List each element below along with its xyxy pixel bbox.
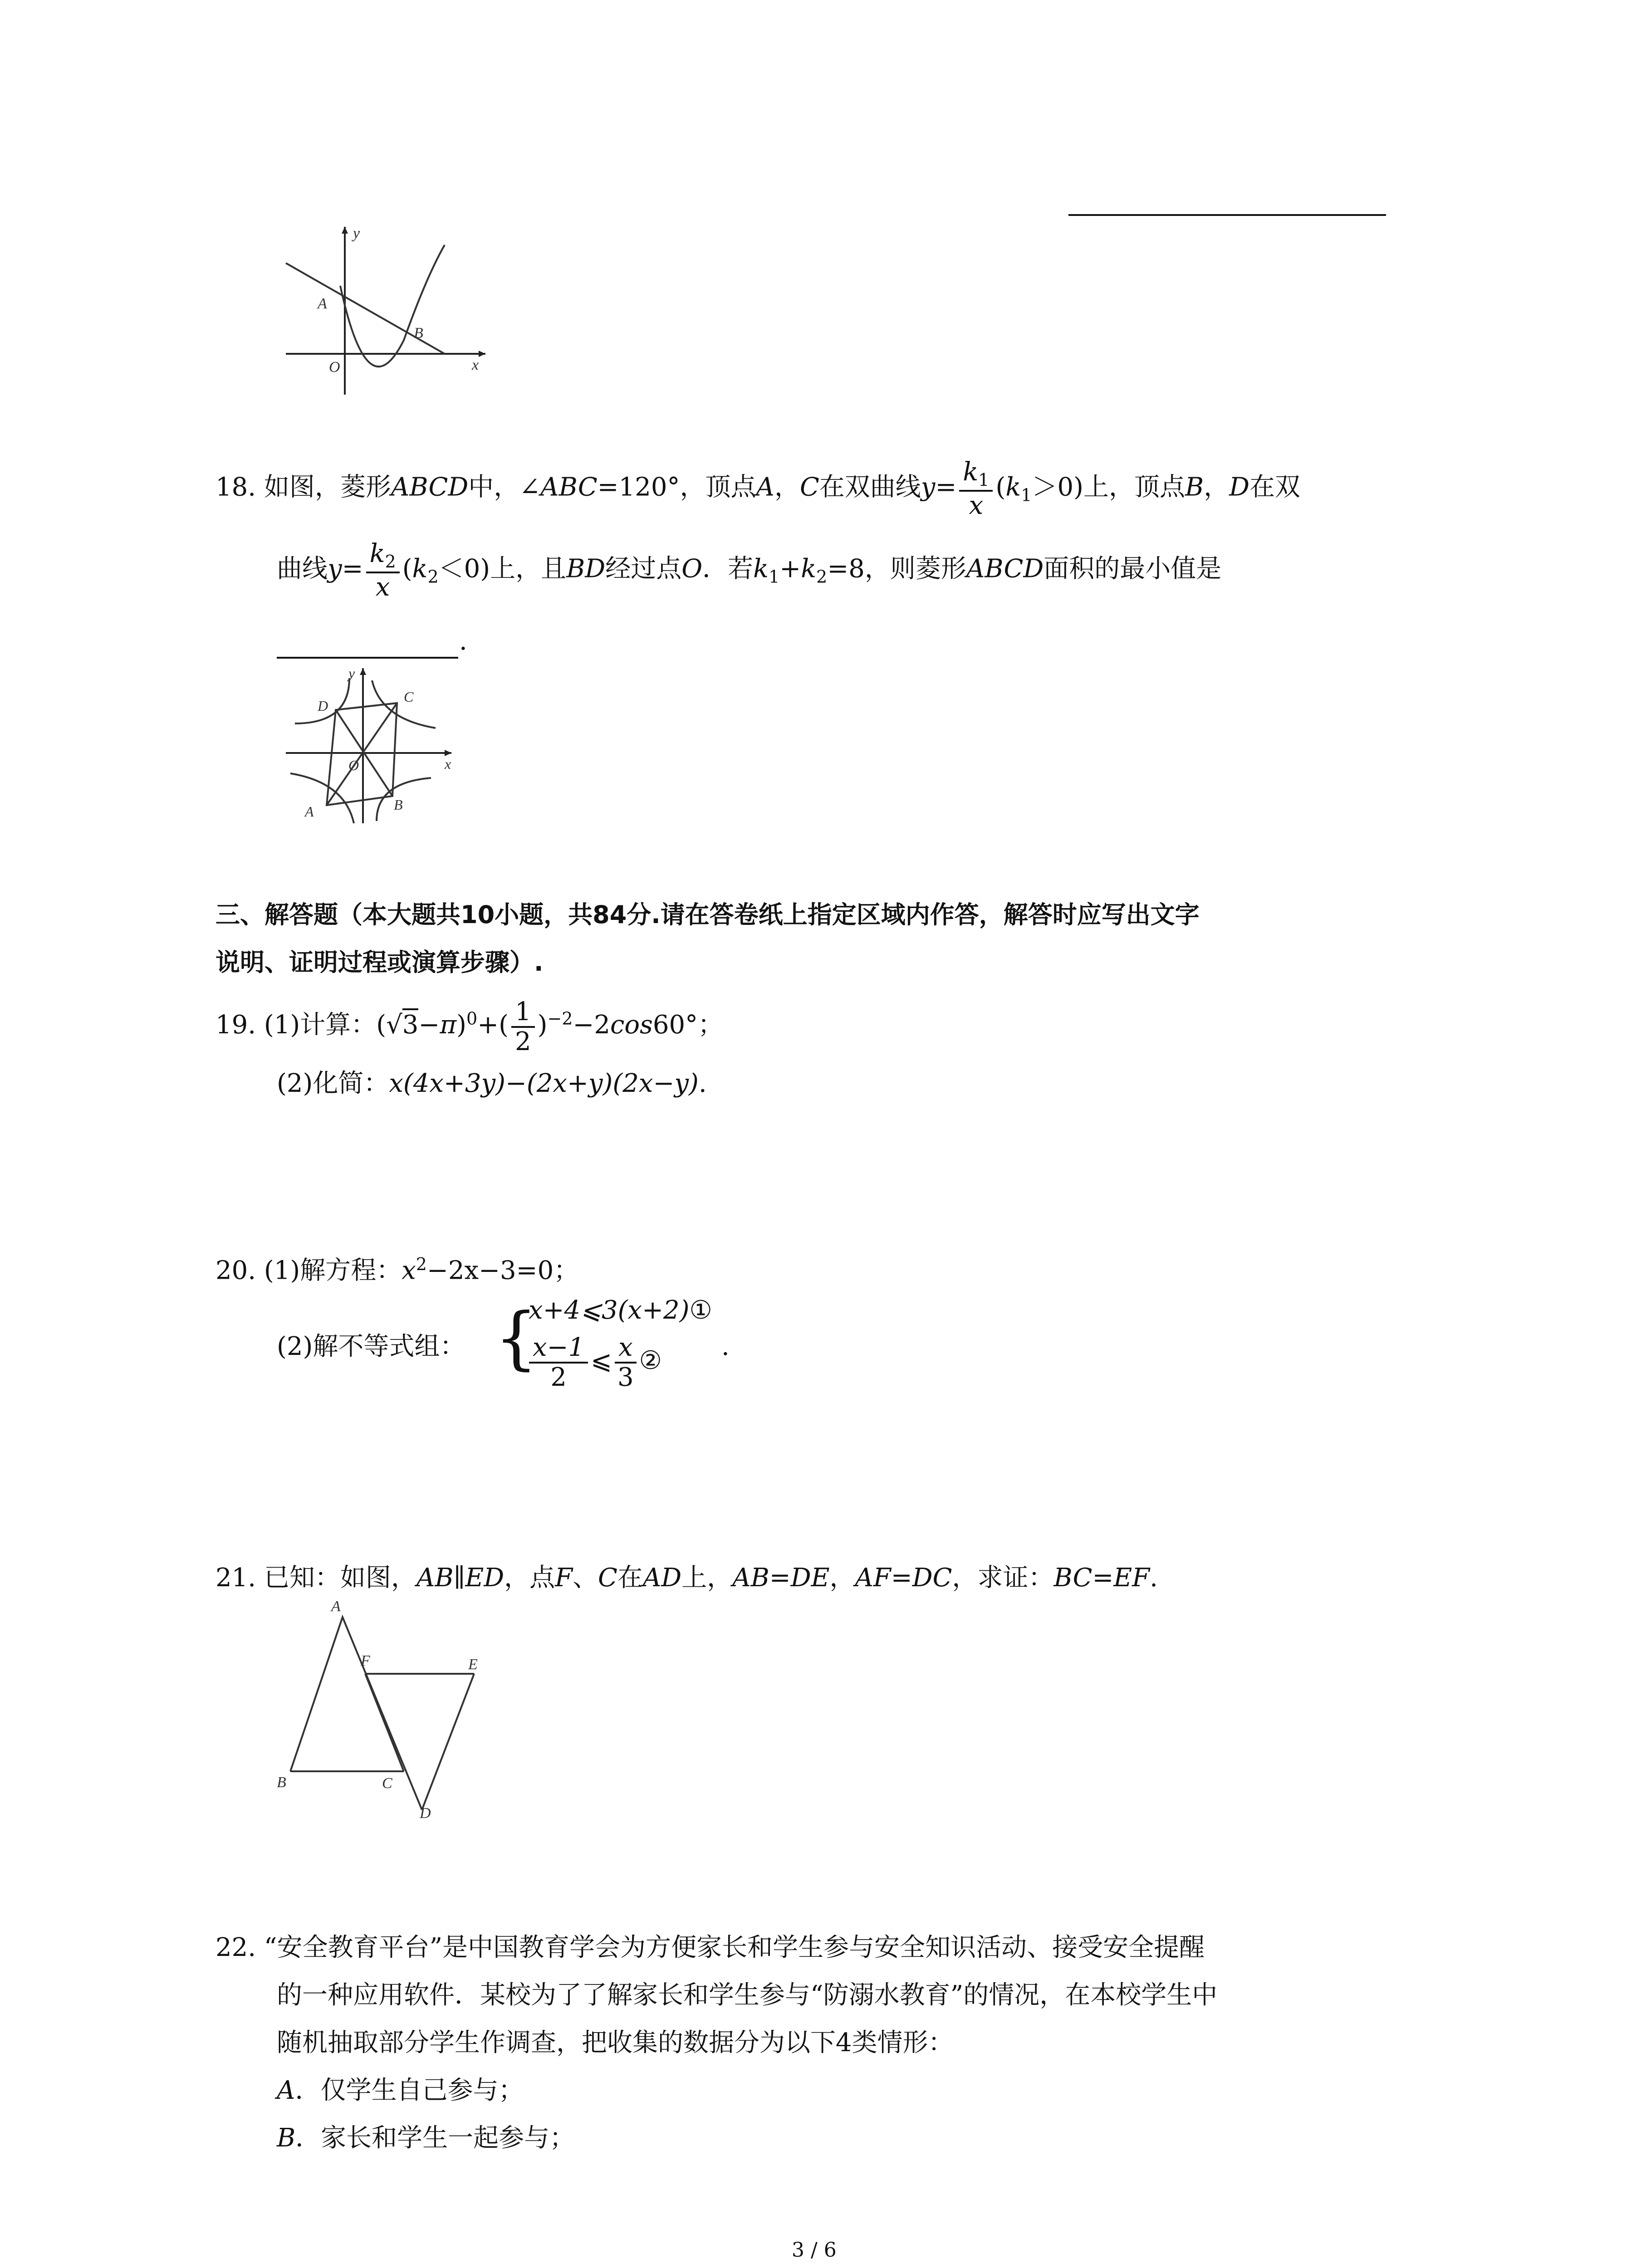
q17-graph <box>272 218 499 399</box>
q21-var: AB∥ED <box>416 1563 505 1593</box>
q19-exponent: −2 <box>547 1008 573 1029</box>
q17-label-x: x <box>472 357 479 373</box>
q18-var: k <box>801 554 817 584</box>
q20-equation: −2x−3=0； <box>426 1256 579 1286</box>
q21-text-part: . <box>1150 1563 1158 1593</box>
q19-label: (2)化简： <box>277 1069 389 1098</box>
q18-text: 经过点 <box>605 554 682 584</box>
q19-cos: cos <box>610 1010 653 1040</box>
q18-frac-num-sub: 1 <box>978 470 989 490</box>
q18-number: 18. <box>216 472 256 502</box>
q18-answer-blank <box>277 657 458 659</box>
q18-sub: 1 <box>1021 485 1032 505</box>
q19-label: (1)计算： <box>264 1010 377 1040</box>
q20-frac-den: 3 <box>617 1362 634 1392</box>
q18-frac-num: k <box>963 457 979 487</box>
q18-frac-den: x <box>969 490 984 520</box>
q21-var: F <box>555 1563 573 1593</box>
q21-text-part: ， <box>829 1563 855 1593</box>
page-number: 3 / 6 <box>792 2239 837 2262</box>
q18-var: k <box>753 554 769 584</box>
q18-sub: 2 <box>427 567 439 587</box>
q20-mark-2: ② <box>639 1346 662 1376</box>
q18-text: =120°，顶点 <box>597 472 756 502</box>
q20-op: ⩽ <box>591 1346 612 1376</box>
q17-label-o: O <box>329 359 340 376</box>
q18-text: 中， <box>468 472 519 502</box>
q19-sqrt-radicand: 3 <box>402 1008 419 1040</box>
q18-text: ( <box>402 554 412 584</box>
q18-var: k <box>1005 472 1021 502</box>
q21-var: C <box>598 1563 617 1593</box>
q20-fraction-left <box>529 1334 588 1391</box>
q20-ineq1: x+4⩽3(x+2) <box>529 1295 690 1325</box>
q20-brace: { <box>495 1299 538 1378</box>
q21-label-e: E <box>468 1656 478 1673</box>
q17-label-b: B <box>414 325 423 342</box>
q21-text-part: ，点 <box>504 1563 555 1593</box>
q18-label-a: A <box>305 803 314 820</box>
q21-text-part: 、 <box>572 1563 598 1593</box>
q21-var: BC=EF <box>1053 1563 1150 1593</box>
q18-var: y <box>921 472 936 502</box>
q22-option-a-label: A <box>277 2076 295 2105</box>
q19-pi: π <box>440 1010 457 1040</box>
q18-text: ＜0)上，且 <box>438 554 567 584</box>
q22-text: “安全教育平台”是中国教育学会为方便家长和学生参与安全知识活动、接受安全提醒 <box>264 1933 1205 1962</box>
q18-label-d: D <box>318 698 328 714</box>
q19-sym: ( <box>376 1010 387 1040</box>
q18-fraction-k1 <box>959 458 993 520</box>
q19-sym: ) <box>456 1010 466 1040</box>
q21-label-f: F <box>361 1652 370 1669</box>
q19-end: . <box>698 1069 707 1098</box>
q18-text: = <box>342 554 363 584</box>
q18-line2 <box>277 540 1221 601</box>
q17-answer-blank <box>1068 214 1386 216</box>
q22-number: 22. <box>216 1933 256 1962</box>
q21-var: AD <box>642 1563 682 1593</box>
q20-var: x <box>402 1256 416 1286</box>
q22-option-b-text: ．家长和学生一起参与； <box>295 2123 575 2153</box>
q19-frac-num: 1 <box>511 998 535 1028</box>
q18-var: ABCD <box>966 554 1044 584</box>
q18-text: ．若 <box>702 554 754 584</box>
q18-frac-num-sub: 2 <box>385 552 396 572</box>
q18-var: y <box>328 554 342 584</box>
q18-text: =8，则菱形 <box>827 554 966 584</box>
q21-text <box>216 1563 1158 1593</box>
q19-sym: − <box>418 1010 440 1040</box>
q18-graph <box>272 660 463 832</box>
q22-option-b <box>277 2123 575 2153</box>
q17-label-a: A <box>318 295 327 312</box>
q18-text: ( <box>995 472 1006 502</box>
q20-mark-1: ① <box>689 1295 712 1325</box>
section3-heading-line1: 三、解答题（本大题共10小题，共84分.请在答卷纸上指定区域内作答，解答时应写出文字 <box>216 900 1200 929</box>
q18-end-period: . <box>459 626 467 656</box>
q19-exponent: 0 <box>466 1008 478 1029</box>
q18-label-b: B <box>394 797 403 813</box>
q18-text: 面积的最小值是 <box>1043 554 1222 584</box>
q18-var: B <box>1185 472 1204 502</box>
q21-number: 21. <box>216 1563 256 1593</box>
q18-text: = <box>935 472 957 502</box>
q20-frac-num: x−1 <box>529 1334 588 1364</box>
sqrt-icon: √ <box>386 1010 402 1040</box>
q19-sym: 60°； <box>652 1010 724 1040</box>
q18-var: ABCD <box>391 472 469 502</box>
q19-frac-den: 2 <box>514 1026 531 1056</box>
q21-var: AB=DE <box>732 1563 830 1593</box>
q18-var: ∠ABC <box>519 472 598 502</box>
q22-option-a <box>277 2075 524 2106</box>
q17-label-y: y <box>353 225 360 242</box>
q18-sub: 1 <box>769 567 780 587</box>
q19-part1 <box>216 998 723 1056</box>
q22-option-b-label: B <box>277 2123 296 2153</box>
q18-label-c: C <box>404 689 414 705</box>
q21-label-a: A <box>331 1598 341 1615</box>
q21-var: AF=DC <box>855 1563 952 1593</box>
q20-part1 <box>216 1254 579 1286</box>
q21-figure <box>268 1597 504 1819</box>
section3-heading-line2: 说明、证明过程或演算步骤）. <box>216 948 544 977</box>
q18-var: O <box>681 554 703 584</box>
q18-sub: 2 <box>816 567 828 587</box>
q19-sym: +( <box>477 1010 509 1040</box>
q20-exponent: 2 <box>416 1254 427 1274</box>
q21-text-part: 在 <box>617 1563 643 1593</box>
q17-figure <box>272 218 499 399</box>
q20-part2-label: (2)解不等式组： <box>277 1332 465 1361</box>
q22-option-a-text: ．仅学生自己参与； <box>295 2076 524 2105</box>
q18-line1 <box>216 458 1300 520</box>
q18-text: ， <box>1204 472 1230 502</box>
q19-number: 19. <box>216 1010 256 1040</box>
q21-text-part: 上， <box>681 1563 733 1593</box>
q18-label-o: O <box>348 757 359 773</box>
q18-text: + <box>779 554 801 584</box>
q18-text: 曲线 <box>277 554 328 584</box>
q18-text: 在双 <box>1249 472 1301 502</box>
q21-diagram <box>268 1597 504 1819</box>
q18-frac-num: k <box>369 539 385 568</box>
q21-text-part: 已知：如图， <box>264 1563 416 1593</box>
q20-frac-num: x <box>615 1334 637 1364</box>
q19-sym: −2 <box>573 1010 611 1040</box>
q21-label-c: C <box>382 1775 392 1792</box>
q18-var: C <box>799 472 819 502</box>
q18-text: 在双曲线 <box>819 472 921 502</box>
q21-label-d: D <box>420 1805 431 1819</box>
q18-var: BD <box>566 554 606 584</box>
q20-fraction-right <box>615 1334 637 1391</box>
q18-label-x: x <box>445 756 451 772</box>
q22-line2: 的一种应用软件．某校为了了解家长和学生参与“防溺水教育”的情况，在本校学生中 <box>277 1980 1218 2010</box>
q18-text: 如图，菱形 <box>264 472 391 502</box>
q20-frac-den: 2 <box>550 1362 567 1392</box>
q18-frac-den: x <box>375 572 390 602</box>
q20-inequality-1 <box>529 1295 712 1325</box>
q19-fraction <box>511 998 535 1056</box>
q20-number: 20. <box>216 1256 256 1286</box>
q21-text-part: ，求证： <box>952 1563 1054 1593</box>
q19-expression: x(4x+3y)−(2x+y)(2x−y) <box>389 1069 699 1098</box>
q20-inequality-2 <box>526 1334 662 1391</box>
q18-fraction-k2 <box>366 540 400 601</box>
q22-line1 <box>216 1932 1205 1963</box>
q18-var: D <box>1229 472 1250 502</box>
q18-label-y: y <box>348 665 355 681</box>
q19-part2 <box>277 1068 707 1099</box>
q18-var: k <box>412 554 428 584</box>
q18-text: ＞0)上，顶点 <box>1032 472 1185 502</box>
q20-end-period: . <box>721 1332 730 1361</box>
q22-line3: 随机抽取部分学生作调查，把收集的数据分为以下4类情形： <box>277 2028 954 2058</box>
q19-sym: ) <box>537 1010 548 1040</box>
q20-label: (1)解方程： <box>264 1256 402 1286</box>
q18-var: A <box>756 472 774 502</box>
q21-label-b: B <box>277 1774 286 1791</box>
q18-figure <box>272 660 463 832</box>
q18-text: ， <box>774 472 800 502</box>
